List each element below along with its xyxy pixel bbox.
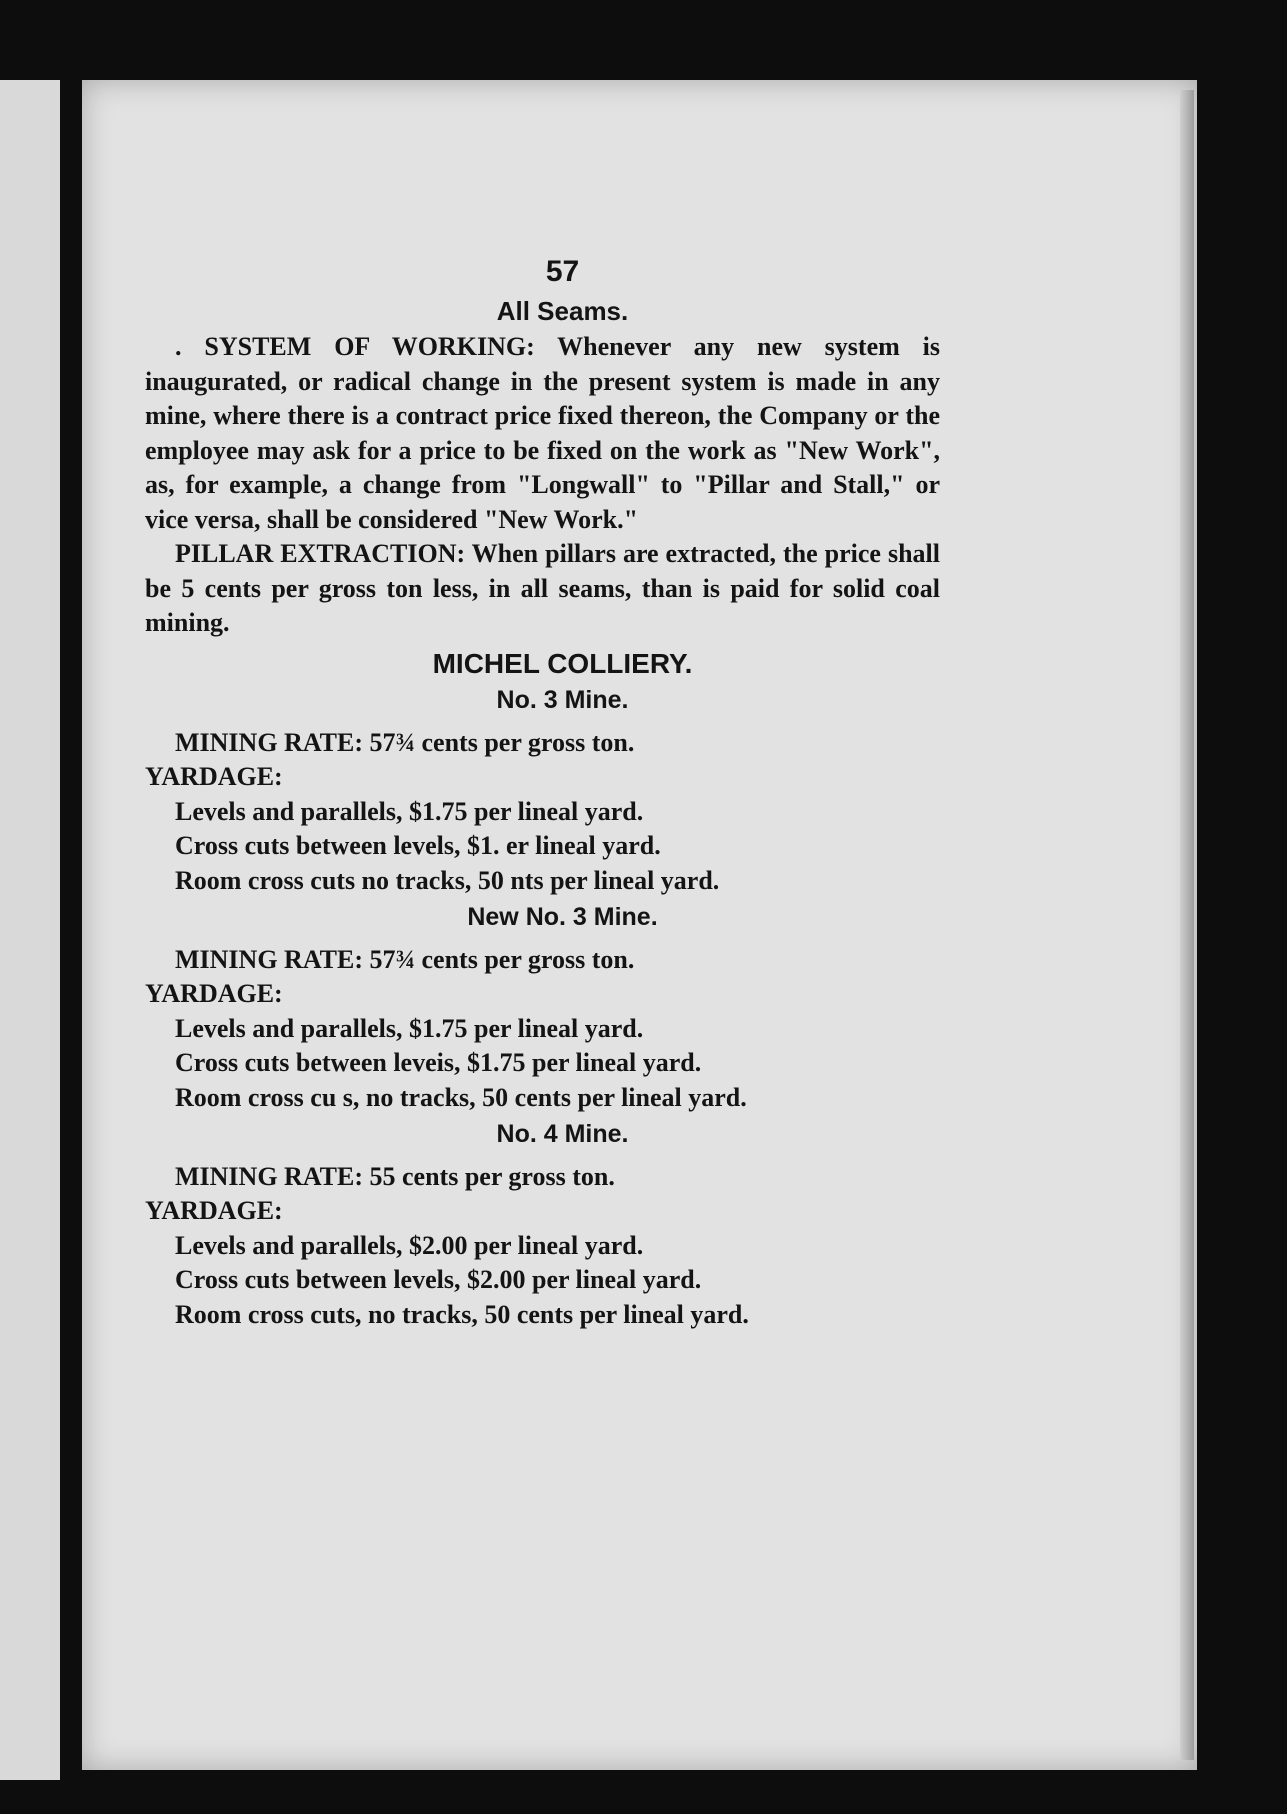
paragraph-system-of-working: . SYSTEM OF WORKING: Whenever any new system is inaugurated, or radical change in the present system is made in any mine, where there is a contract price fixed thereon, the Company or the employee may ask for a price to be fixed on the work as "New Work", as, for example, a change from "Longwall" to "Pillar and Stall," or vice versa, shall be considered "New Work.": [145, 332, 940, 534]
page-content: [145, 255, 940, 1332]
paragraph-pillar-extraction: PILLAR EXTRACTION: When pillars are extracted, the price shall be 5 cents per gross ton less, in all seams, than is paid for solid coal mining.: [145, 539, 940, 637]
mining-rate: MINING RATE: 57¾ cents per gross ton.: [175, 944, 635, 974]
yardage-cross-cuts: Cross cuts between levels, $1. er lineal yard.: [175, 831, 661, 860]
yardage-label: YARDAGE:: [145, 1196, 283, 1225]
page-fore-edge: [1180, 90, 1194, 1760]
colliery-heading: MICHEL COLLIERY.: [432, 647, 693, 679]
yardage-room-cross-cuts: Room cross cu s, no tracks, 50 cents per lineal yard.: [175, 1082, 747, 1112]
yardage-room-cross-cuts: Room cross cuts, no tracks, 50 cents per lineal yard.: [175, 1299, 749, 1329]
mining-rate: MINING RATE: 55 cents per gross ton.: [175, 1161, 615, 1191]
yardage-label: YARDAGE:: [145, 979, 283, 1008]
mine-heading: No. 3 Mine.: [496, 686, 629, 714]
yardage-levels: Levels and parallels, $1.75 per lineal yard.: [175, 796, 644, 826]
yardage-levels: Levels and parallels, $2.00 per lineal yard.: [175, 1230, 644, 1260]
mining-rate: MINING RATE: 57¾ cents per gross ton.: [175, 727, 635, 757]
yardage-cross-cuts: Cross cuts between levels, $2.00 per lineal yard.: [175, 1265, 702, 1294]
mine-section: [145, 683, 940, 898]
mine-heading: No. 4 Mine.: [496, 1120, 629, 1148]
yardage-room-cross-cuts: Room cross cuts no tracks, 50 nts per lineal yard.: [175, 865, 720, 895]
mine-heading: New No. 3 Mine.: [467, 903, 658, 931]
facing-page-edge: [0, 80, 60, 1780]
page-number: 57: [545, 255, 580, 288]
yardage-levels: Levels and parallels, $1.75 per lineal yard.: [175, 1013, 644, 1043]
yardage-cross-cuts: Cross cuts between leveis, $1.75 per lineal yard.: [175, 1048, 702, 1077]
mine-section: [145, 1117, 940, 1332]
section-heading-all-seams: All Seams.: [496, 295, 629, 326]
yardage-label: YARDAGE:: [145, 762, 283, 791]
mine-section: [145, 900, 940, 1115]
